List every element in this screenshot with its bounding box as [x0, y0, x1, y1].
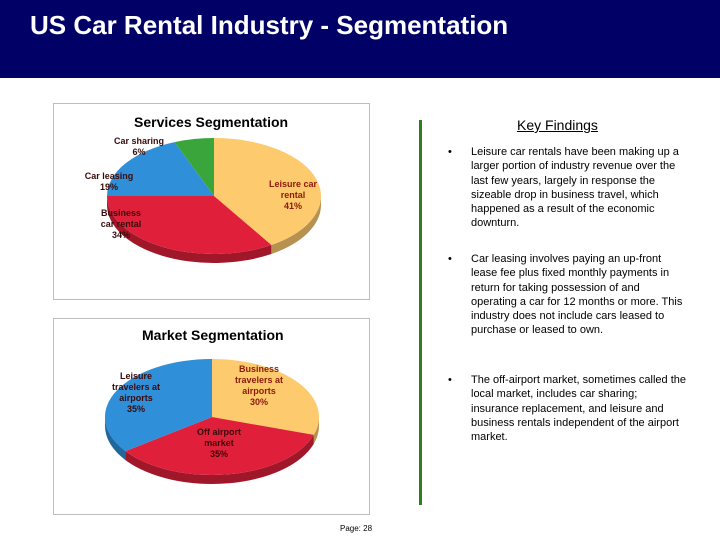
pie-slice-label: Business travelers at airports 30% [234, 364, 284, 407]
bullet: • [448, 253, 452, 265]
market-chart-title: Market Segmentation [142, 327, 284, 343]
pie-slice-label: Off airport market 35% [197, 427, 241, 459]
title-bar [0, 0, 720, 78]
services-chart-title: Services Segmentation [134, 114, 289, 130]
finding-item [448, 145, 688, 231]
bullet: • [448, 374, 452, 386]
finding-text: Car leasing involves paying an up-front lease fee plus fixed monthly payments in return for taking possession of and operating a car for 12 months or more. This industry does not include cars leased to purchase or leased to own. [471, 253, 683, 337]
finding-text: Leisure car rentals have been making up a larger portion of industry revenue over the last few years, largely in response the sizeable drop in business travel, which happened as a result of the economic downturn. [471, 146, 679, 230]
market-segmentation-chart [53, 318, 370, 515]
pie-slice-label: Car leasing 19% [84, 171, 134, 192]
page-title: US Car Rental Industry - Segmentation [30, 10, 509, 40]
finding-item [448, 252, 688, 338]
bullet: • [448, 146, 452, 158]
services-segmentation-chart [53, 103, 370, 300]
services-pie [54, 104, 371, 301]
vertical-divider [419, 120, 422, 505]
market-pie [54, 319, 371, 516]
pie-slice-label: Business car rental 34% [100, 208, 142, 240]
key-findings-title: Key Findings [517, 117, 598, 133]
finding-text: The off-airport market, sometimes called the local market, includes car sharing; insurance replacement, and leisure and business rentals independent of the airport market. [471, 374, 686, 444]
pie-slice-label: Car sharing 6% [113, 136, 165, 157]
finding-item [448, 373, 688, 444]
page-number: Page: 28 [340, 524, 373, 533]
pie-slice-label: Leisure travelers at airports 35% [111, 371, 161, 414]
pie-slice-label: Leisure car rental 41% [268, 179, 318, 211]
